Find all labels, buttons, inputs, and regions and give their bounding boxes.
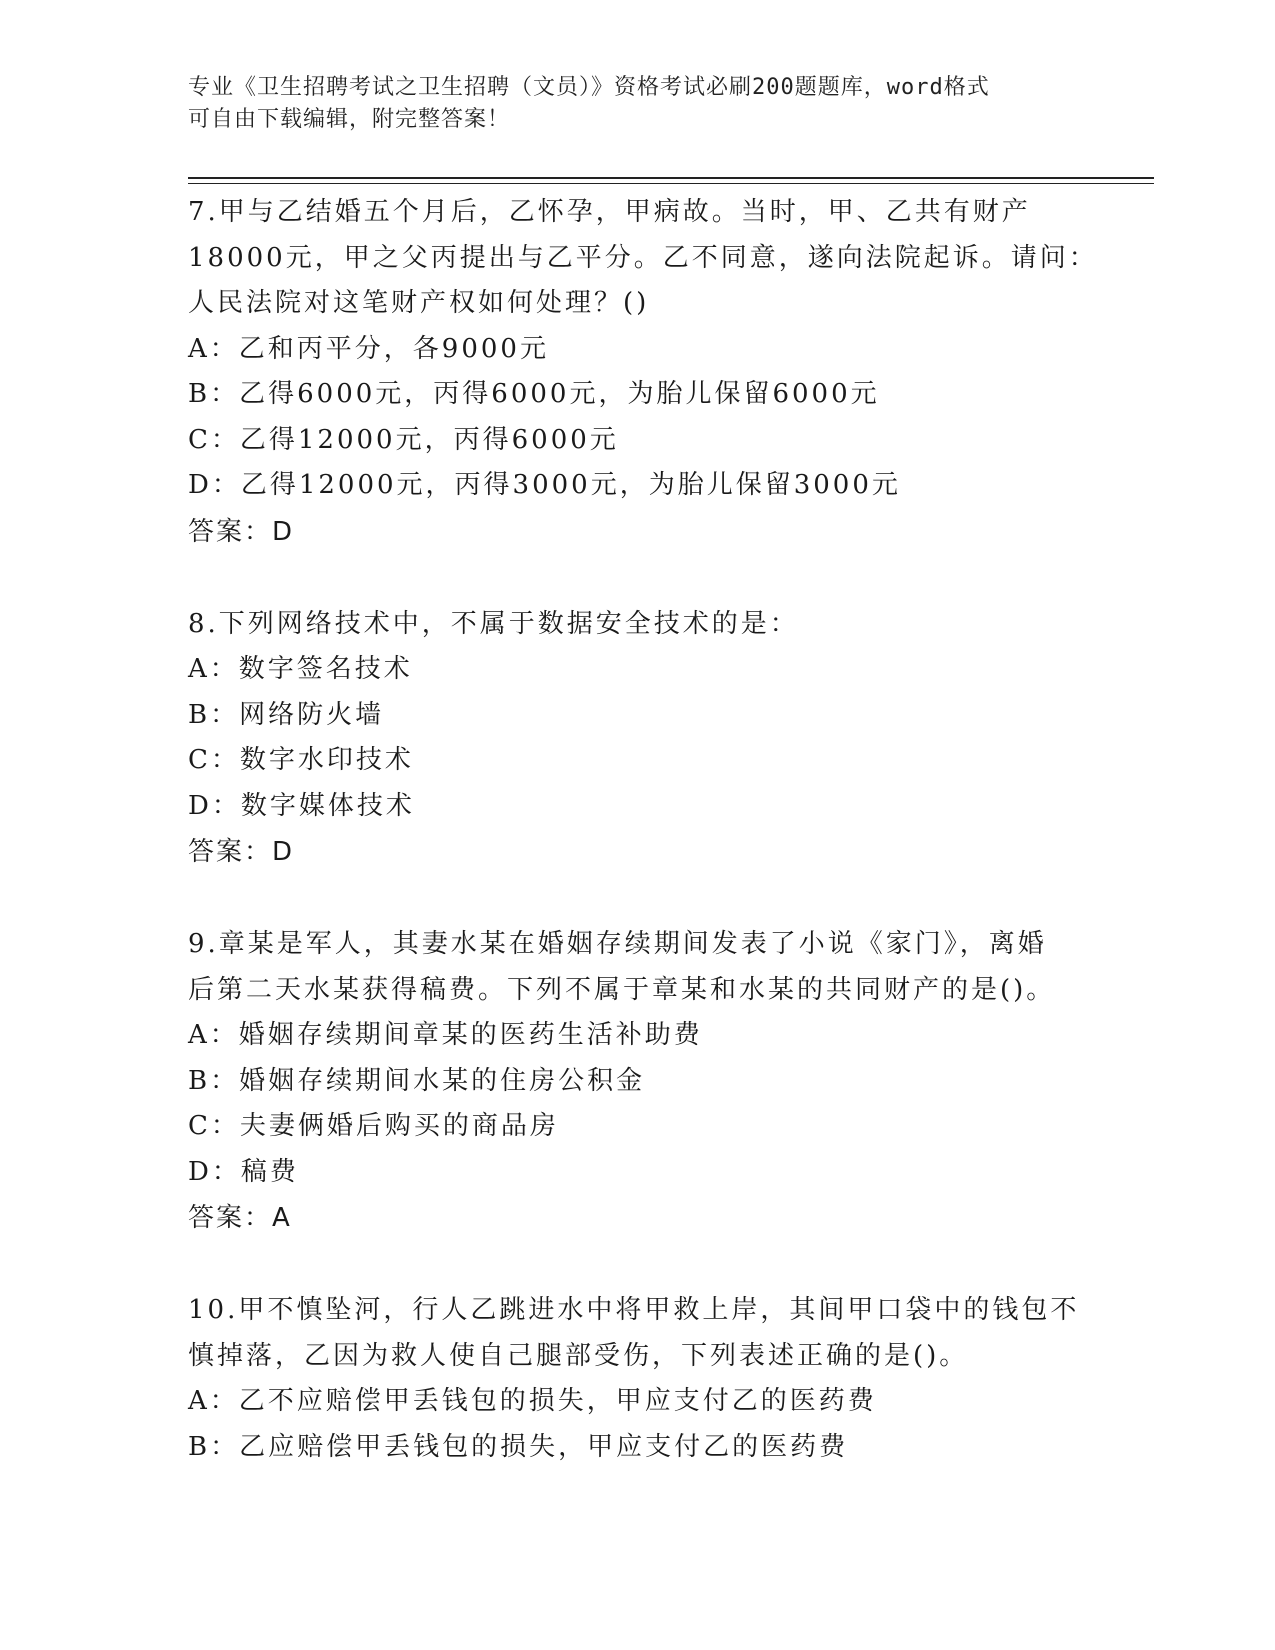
question-block bbox=[188, 1288, 1088, 1470]
header-divider-thin bbox=[188, 183, 1154, 184]
question-list bbox=[188, 190, 1098, 1470]
header-divider-thick bbox=[188, 177, 1154, 179]
question-block bbox=[188, 190, 1098, 555]
question-text-line: 人民法院对这笔财产权如何处理？() bbox=[188, 288, 650, 318]
header-line-1: 专业《卫生招聘考试之卫生招聘（文员）》资格考试必刷200题题库，word格式 bbox=[188, 75, 990, 100]
option-c: C：夫妻俩婚后购买的商品房 bbox=[188, 1111, 559, 1141]
option-a: A：数字签名技术 bbox=[188, 654, 413, 684]
document-header bbox=[188, 72, 1068, 136]
question-block bbox=[188, 602, 1088, 876]
answer-line: 答案：D bbox=[188, 837, 295, 867]
option-c: C：乙得12000元，丙得6000元 bbox=[188, 424, 619, 455]
option-b: B：乙应赔偿甲丢钱包的损失，甲应支付乙的医药费 bbox=[188, 1431, 849, 1462]
question-text-line: 7.甲与乙结婚五个月后，乙怀孕，甲病故。当时，甲、乙共有财产 bbox=[188, 197, 1031, 227]
question-text-line: 慎掉落，乙因为救人使自己腿部受伤，下列表述正确的是()。 bbox=[188, 1340, 969, 1371]
header-line-2: 可自由下载编辑，附完整答案！ bbox=[188, 107, 511, 132]
option-a: A：婚姻存续期间章某的医药生活补助费 bbox=[188, 1020, 703, 1050]
option-b: B：婚姻存续期间水某的住房公积金 bbox=[188, 1065, 646, 1096]
option-b: B：乙得6000元，丙得6000元，为胎儿保留6000元 bbox=[188, 379, 880, 409]
option-d: D：乙得12000元，丙得3000元，为胎儿保留3000元 bbox=[188, 470, 901, 500]
answer-line: 答案：D bbox=[188, 516, 295, 547]
question-text-line: 后第二天水某获得稿费。下列不属于章某和水某的共同财产的是()。 bbox=[188, 974, 1056, 1005]
option-d: D：稿费 bbox=[188, 1156, 299, 1187]
option-a: A：乙不应赔偿甲丢钱包的损失，甲应支付乙的医药费 bbox=[188, 1386, 877, 1416]
question-spacer bbox=[188, 555, 1088, 602]
question-text-line: 18000元，甲之父丙提出与乙平分。乙不同意，遂向法院起诉。请问： bbox=[188, 242, 1098, 273]
option-a: A：乙和丙平分，各9000元 bbox=[188, 333, 549, 364]
option-d: D：数字媒体技术 bbox=[188, 790, 415, 821]
question-spacer bbox=[188, 875, 1088, 922]
question-block bbox=[188, 922, 1088, 1241]
answer-line: 答案：A bbox=[188, 1203, 292, 1233]
question-text-line: 8.下列网络技术中，不属于数据安全技术的是： bbox=[188, 608, 799, 639]
question-spacer bbox=[188, 1241, 1088, 1288]
question-text-line: 10.甲不慎坠河，行人乙跳进水中将甲救上岸，其间甲口袋中的钱包不 bbox=[188, 1295, 1080, 1325]
option-b: B：网络防火墙 bbox=[188, 699, 385, 730]
option-c: C：数字水印技术 bbox=[188, 745, 414, 775]
question-text-line: 9.章某是军人，其妻水某在婚姻存续期间发表了小说《家门》，离婚 bbox=[188, 929, 1047, 959]
